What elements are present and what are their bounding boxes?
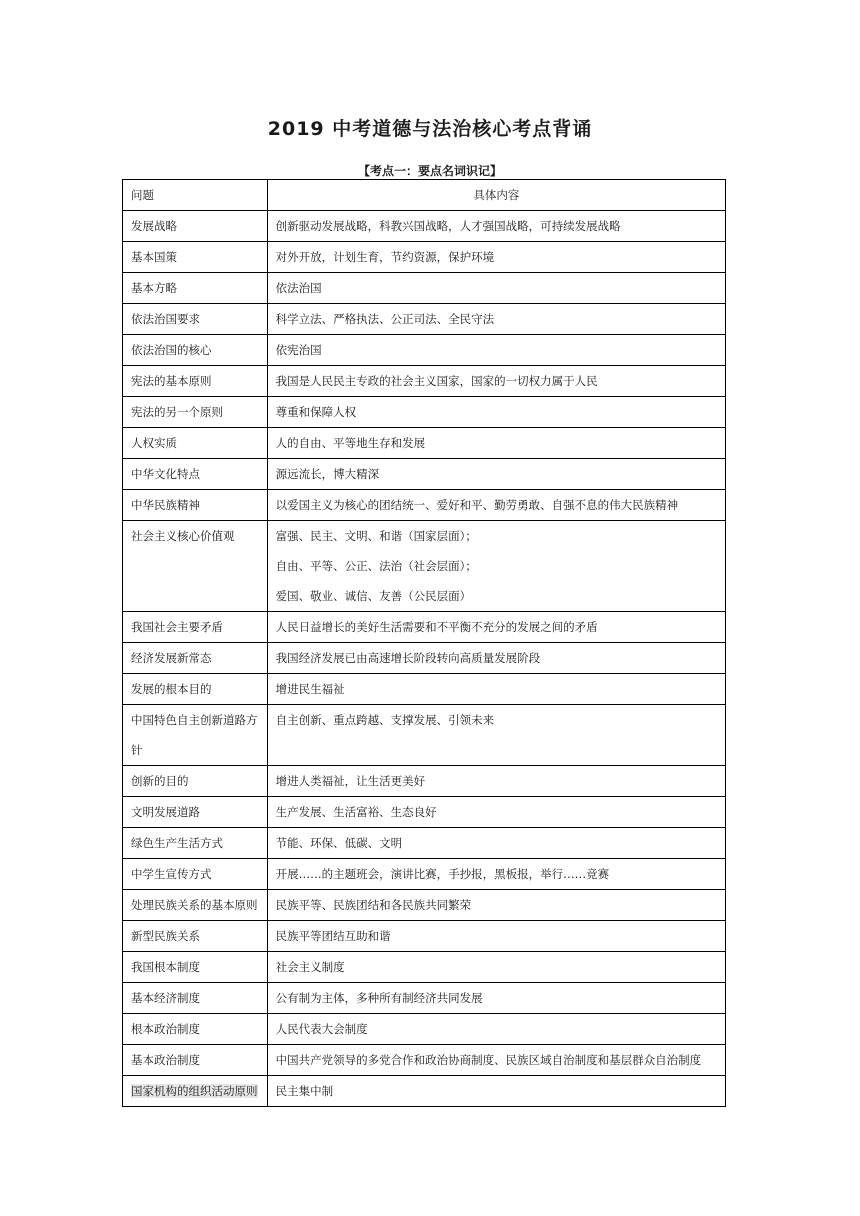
row-question: 依法治国的核心 — [123, 335, 268, 366]
table-row — [123, 304, 726, 335]
table-row — [123, 766, 726, 797]
row-content: 民族平等团结互助和谐 — [267, 921, 725, 952]
core-values-social-line: 自由、平等、公正、法治（社会层面）； — [275, 559, 477, 573]
row-question: 发展的根本目的 — [123, 674, 268, 705]
row-question: 我国社会主要矛盾 — [123, 612, 268, 643]
row-question: 我国根本制度 — [123, 952, 268, 983]
row-content: 创新驱动发展战略，科教兴国战略，人才强国战略，可持续发展战略 — [267, 211, 725, 242]
row-question: 宪法的另一个原则 — [123, 397, 268, 428]
row-question: 根本政治制度 — [123, 1014, 268, 1045]
table-row — [123, 211, 726, 242]
row-question: 经济发展新常态 — [123, 643, 268, 674]
row-content: 人的自由、平等地生存和发展 — [267, 428, 725, 459]
table-row — [123, 273, 726, 304]
table-row — [123, 1014, 726, 1045]
row-question: 基本政治制度 — [123, 1045, 268, 1076]
row-content: 生产发展、生活富裕、生态良好 — [267, 797, 725, 828]
row-question: 中学生宣传方式 — [123, 859, 268, 890]
table-header-row — [123, 180, 726, 211]
row-question: 发展战略 — [123, 211, 268, 242]
row-content: 科学立法、严格执法、公正司法、全民守法 — [267, 304, 725, 335]
row-question: 基本国策 — [123, 242, 268, 273]
table-row — [123, 643, 726, 674]
table-row — [123, 828, 726, 859]
core-values-national-line: 富强、民主、文明、和谐（国家层面）； — [275, 529, 477, 543]
row-question: 宪法的基本原则 — [123, 366, 268, 397]
page-title: 2019 中考道德与法治核心考点背诵 — [267, 118, 593, 140]
row-content: 以爱国主义为核心的团结统一、爱好和平、勤劳勇敢、自强不息的伟大民族精神 — [267, 490, 725, 521]
row-content: 开展……的主题班会，演讲比赛，手抄报，黑板报，举行……竞赛 — [267, 859, 725, 890]
row-content: 民主集中制 — [267, 1076, 725, 1107]
row-question: 文明发展道路 — [123, 797, 268, 828]
core-values-citizen-line: 爱国、敬业、诚信、友善（公民层面） — [275, 589, 472, 603]
table-row — [123, 859, 726, 890]
row-question: 中华民族精神 — [123, 490, 268, 521]
row-question: 创新的目的 — [123, 766, 268, 797]
row-question: 依法治国要求 — [123, 304, 268, 335]
table-row — [123, 797, 726, 828]
table-row — [123, 952, 726, 983]
row-content: 源远流长，博大精深 — [267, 459, 725, 490]
row-content: 我国是人民民主专政的社会主义国家，国家的一切权力属于人民 — [267, 366, 725, 397]
table-row — [123, 983, 726, 1014]
table-row — [123, 397, 726, 428]
row-content: 人民日益增长的美好生活需要和不平衡不充分的发展之间的矛盾 — [267, 612, 725, 643]
table-row — [123, 242, 726, 273]
row-content: 公有制为主体，多种所有制经济共同发展 — [267, 983, 725, 1014]
table-row — [123, 612, 726, 643]
row-content-multiline — [267, 521, 725, 612]
section-heading: 【考点一：要点名词识记】 — [357, 164, 502, 178]
row-content: 增进人类福祉，让生活更美好 — [267, 766, 725, 797]
row-question: 人权实质 — [123, 428, 268, 459]
row-question: 基本经济制度 — [123, 983, 268, 1014]
table-row — [123, 1045, 726, 1076]
row-content: 民族平等、民族团结和各民族共同繁荣 — [267, 890, 725, 921]
row-question: 社会主义核心价值观 — [123, 521, 268, 612]
table-row — [123, 674, 726, 705]
row-content: 人民代表大会制度 — [267, 1014, 725, 1045]
row-question — [123, 1076, 268, 1107]
row-question: 处理民族关系的基本原则 — [123, 890, 268, 921]
row-question: 中华文化特点 — [123, 459, 268, 490]
table-row — [123, 521, 726, 612]
row-content: 增进民生福祉 — [267, 674, 725, 705]
row-question: 新型民族关系 — [123, 921, 268, 952]
table-row — [123, 366, 726, 397]
row-content: 社会主义制度 — [267, 952, 725, 983]
row-content: 自主创新、重点跨越、支撑发展、引领未来 — [267, 705, 725, 766]
row-question: 基本方略 — [123, 273, 268, 304]
row-content: 依宪治国 — [267, 335, 725, 366]
row-content: 对外开放，计划生育，节约资源，保护环境 — [267, 242, 725, 273]
row-content: 中国共产党领导的多党合作和政治协商制度、民族区域自治制度和基层群众自治制度 — [267, 1045, 725, 1076]
table-row — [123, 459, 726, 490]
header-content: 具体内容 — [267, 180, 725, 211]
header-question: 问题 — [123, 180, 268, 211]
row-content: 节能、环保、低碳、文明 — [267, 828, 725, 859]
row-question: 中国特色自主创新道路方针 — [123, 705, 268, 766]
table-row — [123, 335, 726, 366]
table-row — [123, 921, 726, 952]
table-row — [123, 705, 726, 766]
highlighted-text: 国家机构的组织活动原则 — [131, 1084, 258, 1098]
table-row — [123, 428, 726, 459]
row-question: 绿色生产生活方式 — [123, 828, 268, 859]
table-row — [123, 1076, 726, 1107]
key-points-table — [122, 179, 726, 1107]
row-content: 我国经济发展已由高速增长阶段转向高质量发展阶段 — [267, 643, 725, 674]
table-row — [123, 890, 726, 921]
row-content: 依法治国 — [267, 273, 725, 304]
row-content: 尊重和保障人权 — [267, 397, 725, 428]
table-row — [123, 490, 726, 521]
